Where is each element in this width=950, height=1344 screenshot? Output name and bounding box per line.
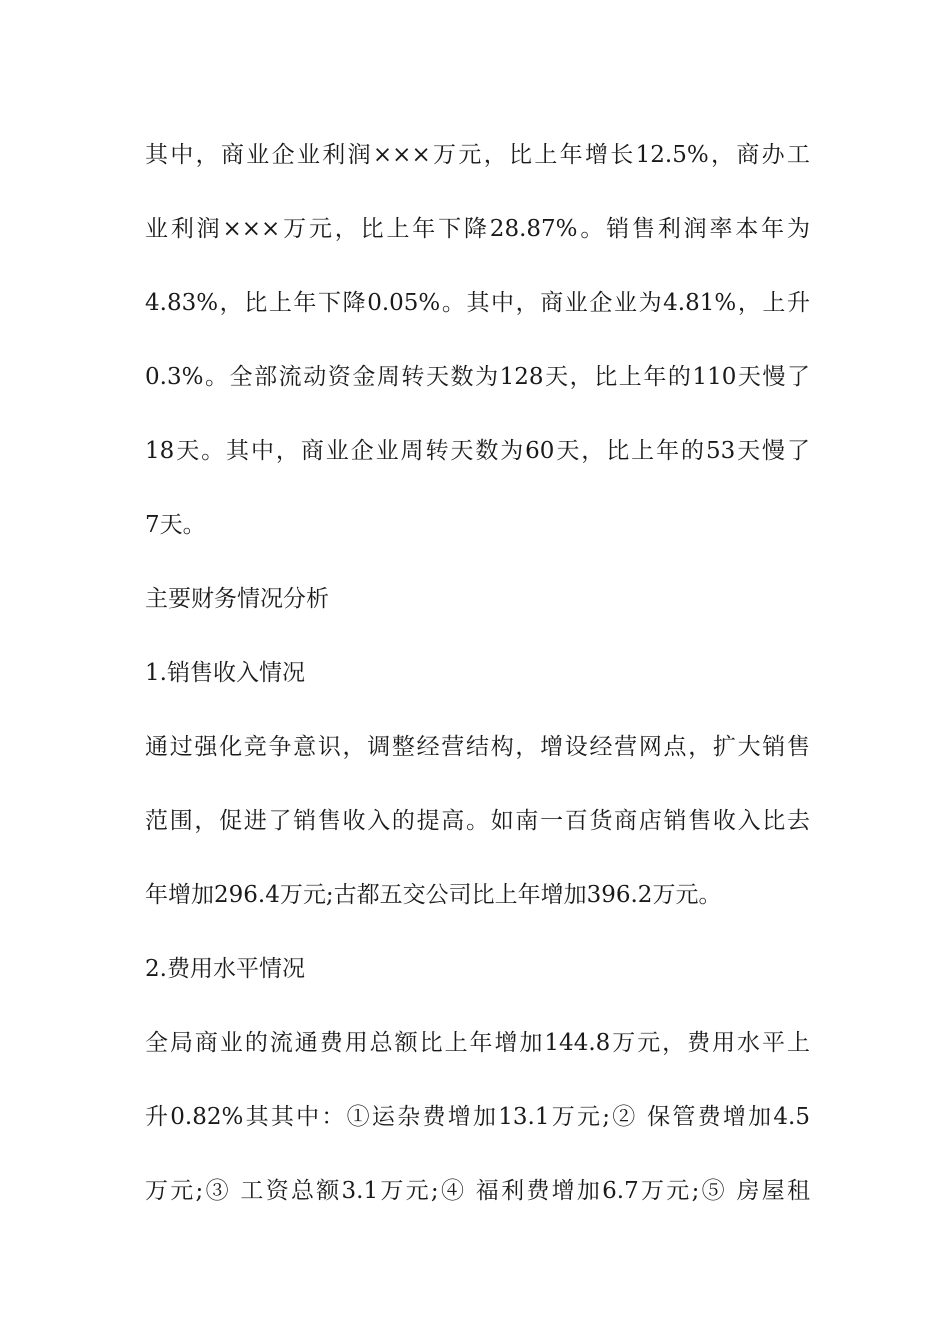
section-heading: 主要财务情况分析 <box>145 586 329 612</box>
paragraph-1-line-1: 其中，商业企业利润×××万元，比上年增长12.5%，商办工 <box>145 142 810 168</box>
paragraph-2-line-2: 范围，促进了销售收入的提高。如南一百货商店销售收入比去 <box>145 808 810 834</box>
subheading-expense-level: 2.费用水平情况 <box>145 956 305 982</box>
paragraph-1-line-4: 0.3%。全部流动资金周转天数为128天，比上年的110天慢了 <box>145 364 810 390</box>
paragraph-1-line-3: 4.83%，比上年下降0.05%。其中，商业企业为4.81%，上升 <box>145 290 810 316</box>
paragraph-1-line-6: 7天。 <box>145 512 206 538</box>
paragraph-2-line-1: 通过强化竞争意识，调整经营结构，增设经营网点，扩大销售 <box>145 734 810 760</box>
paragraph-1-line-5: 18天。其中，商业企业周转天数为60天，比上年的53天慢了 <box>145 438 810 464</box>
subheading-sales-income: 1.销售收入情况 <box>145 660 305 686</box>
paragraph-3-line-3: 万元;③ 工资总额3.1万元;④ 福利费增加6.7万元;⑤ 房屋租 <box>145 1178 810 1204</box>
paragraph-3-line-2: 升0.82%其其中：①运杂费增加13.1万元;② 保管费增加4.5 <box>145 1104 810 1130</box>
paragraph-1-line-2: 业利润×××万元，比上年下降28.87%。销售利润率本年为 <box>145 216 810 242</box>
paragraph-3-line-1: 全局商业的流通费用总额比上年增加144.8万元，费用水平上 <box>145 1030 810 1056</box>
paragraph-2-line-3: 年增加296.4万元;古都五交公司比上年增加396.2万元。 <box>145 882 722 908</box>
